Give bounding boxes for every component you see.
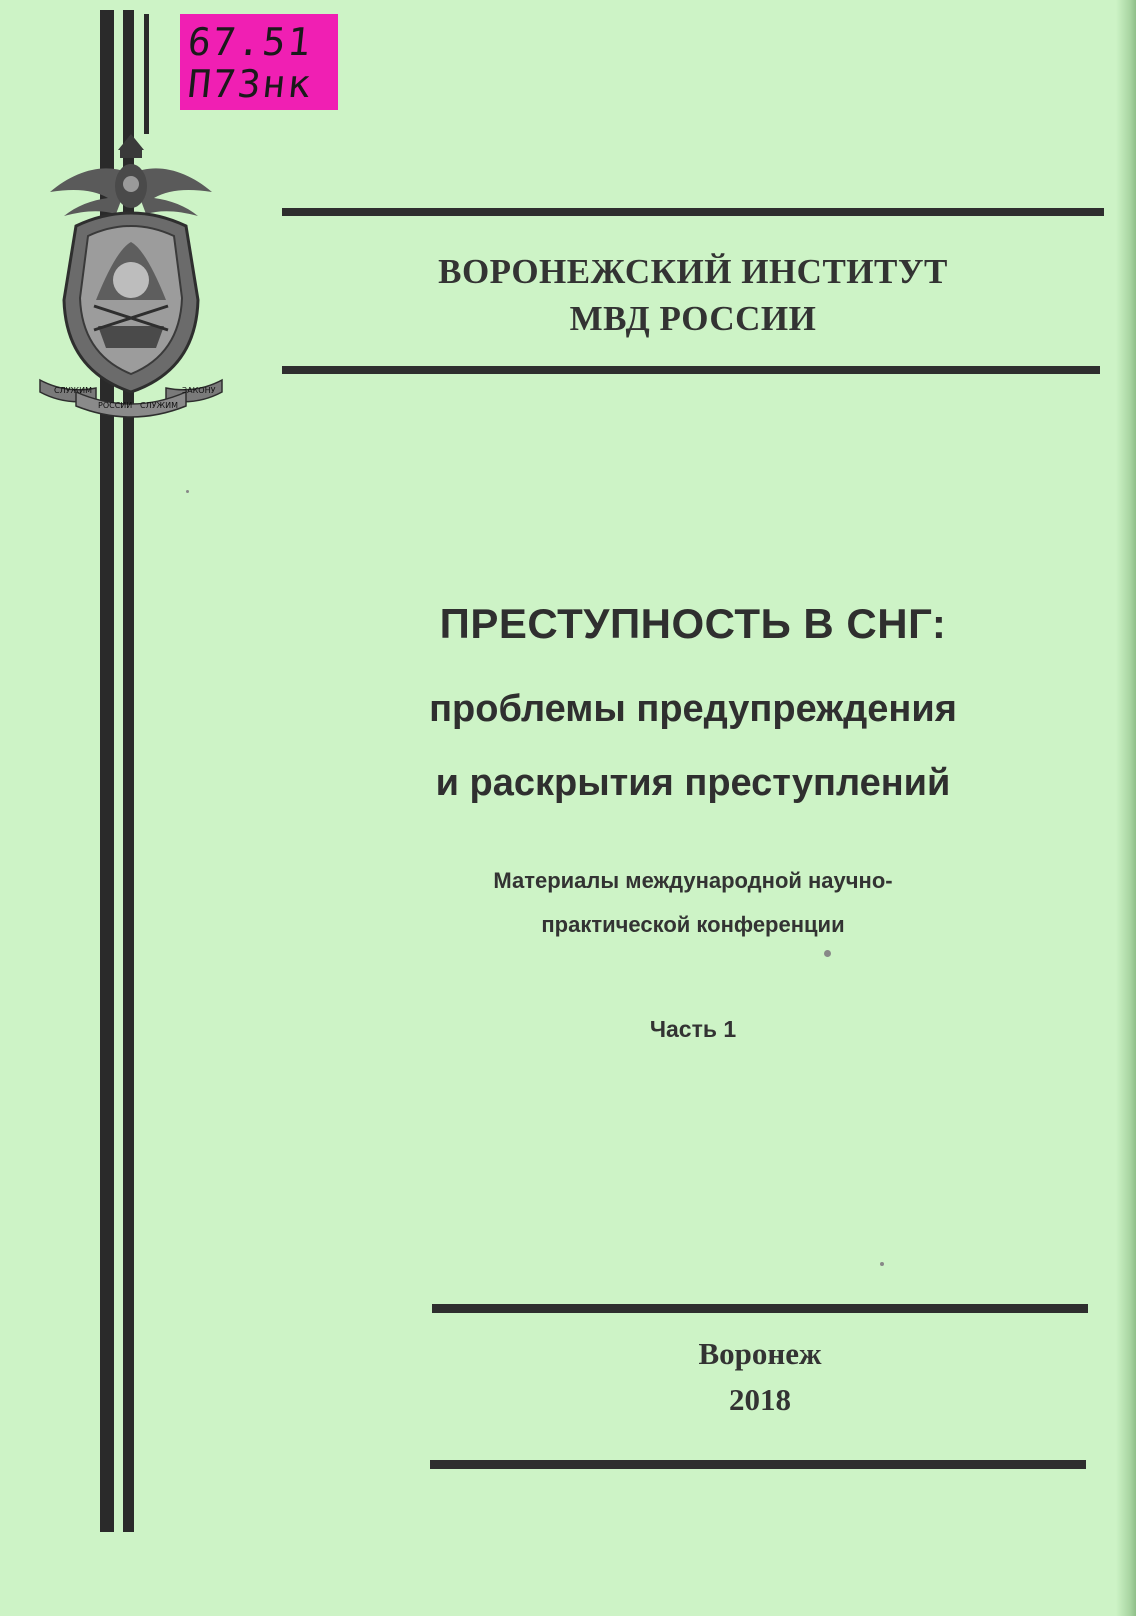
- vertical-stripe-thin: [144, 14, 149, 134]
- publication-city: Воронеж: [698, 1336, 822, 1371]
- book-subtitle-line-1: проблемы предупреждения: [429, 688, 957, 730]
- book-title: ПРЕСТУПНОСТЬ В СНГ:: [439, 600, 947, 647]
- svg-text:СЛУЖИМ: СЛУЖИМ: [140, 401, 178, 410]
- top-rule: [282, 208, 1104, 216]
- volume-part: Часть 1: [649, 1016, 737, 1042]
- paper-speck: [880, 1262, 884, 1266]
- mvd-emblem-icon: [36, 130, 226, 420]
- library-tag-code: 67.51: [185, 20, 315, 64]
- cover-edge: [1116, 0, 1136, 1616]
- library-tag-mark: П73нк: [185, 62, 315, 106]
- paper-speck: [824, 950, 831, 957]
- conference-line-2: практической конференции: [541, 912, 845, 937]
- institute-name: ВОРОНЕЖСКИЙ ИНСТИТУТ: [438, 252, 948, 291]
- paper-speck: [186, 490, 189, 493]
- publication-year: 2018: [729, 1382, 791, 1417]
- conference-line-1: Материалы международной научно-: [493, 868, 893, 893]
- svg-text:СЛУЖИМ: СЛУЖИМ: [54, 386, 92, 395]
- book-subtitle-line-2: и раскрытия преступлений: [435, 762, 951, 804]
- upper-rule: [282, 366, 1100, 374]
- svg-text:ЗАКОНУ: ЗАКОНУ: [182, 386, 216, 395]
- svg-text:РОССИИ: РОССИИ: [98, 401, 133, 410]
- lower-rule-bottom: [430, 1460, 1086, 1469]
- institute-affiliation: МВД РОССИИ: [569, 299, 817, 338]
- lower-rule-top: [432, 1304, 1088, 1313]
